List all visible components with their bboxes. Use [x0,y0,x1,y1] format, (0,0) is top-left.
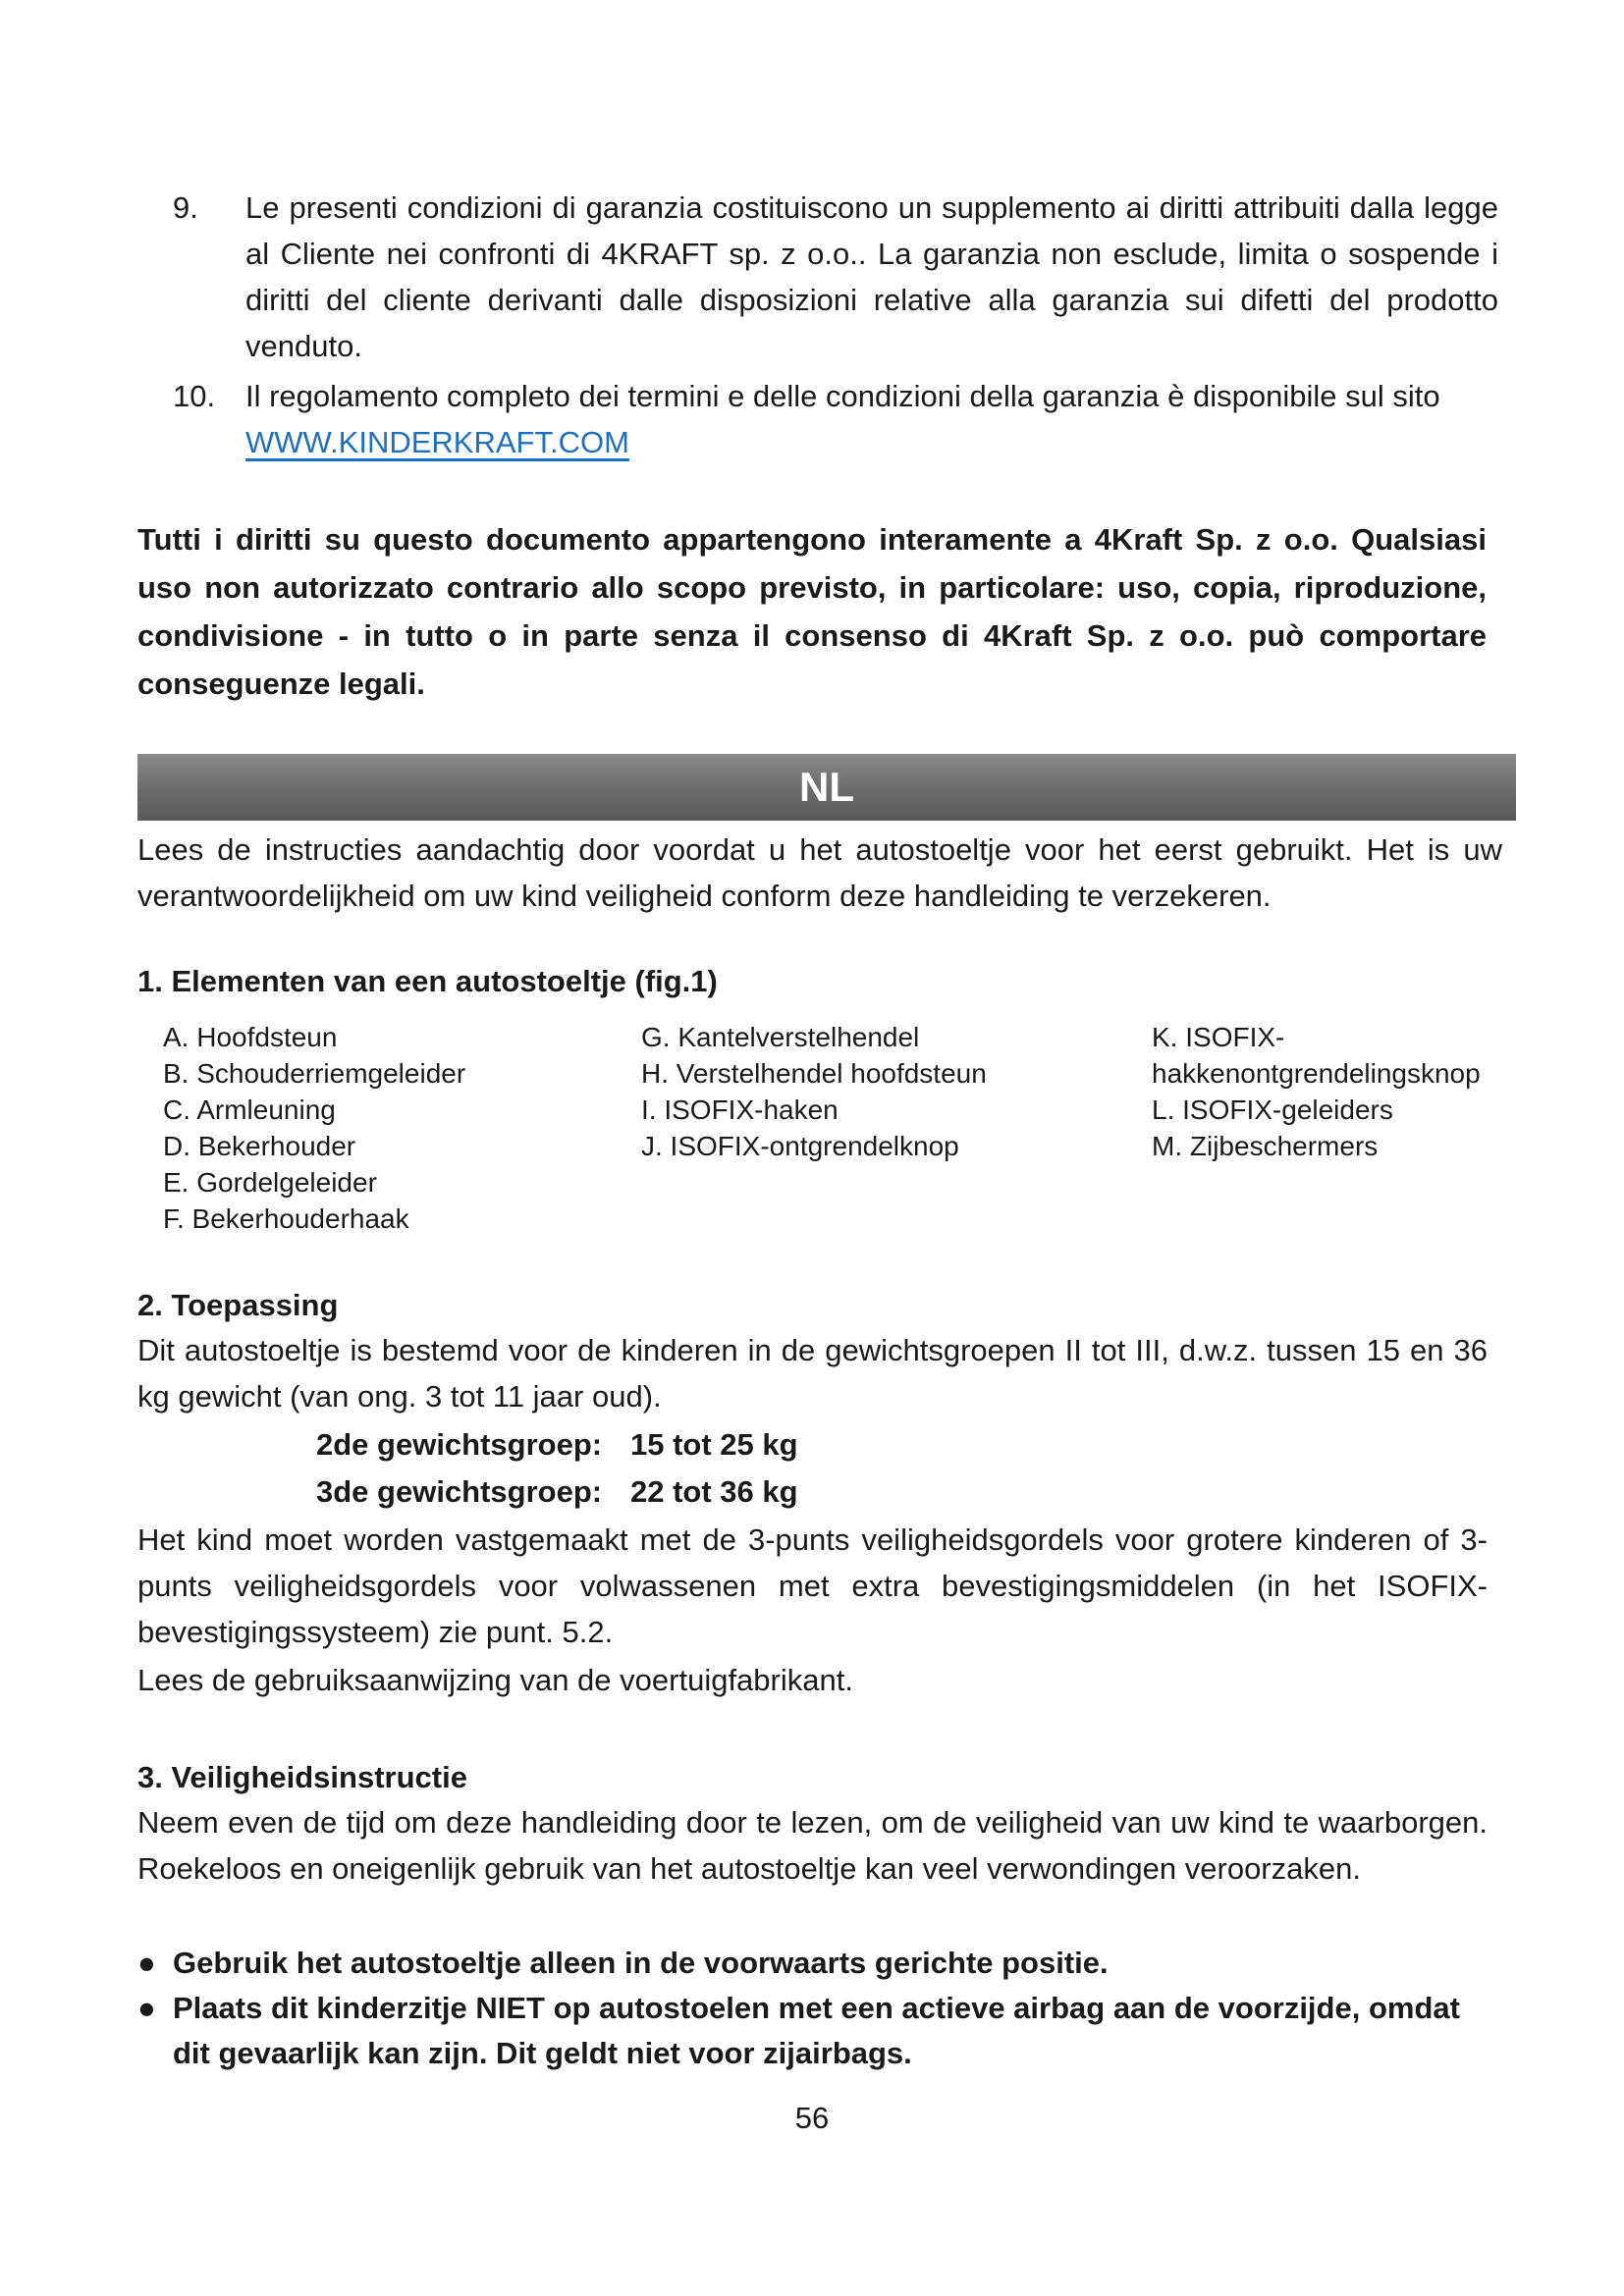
weight-group-value: 22 tot 36 kg [630,1474,798,1509]
intro-paragraph: Lees de instructies aandachtig door voordat u het autostoeltje voor het eerst gebruikt. Het is uw verantwoordelijkheid om uw kind veiligheid conform deze handleiding te verzekeren. [137,832,1502,913]
bullet-icon: ● [137,1991,156,2025]
part-item: K. ISOFIX- [1152,1022,1285,1052]
language-banner: NL [137,754,1516,821]
bullet-text: Gebruik het autostoeltje alleen in de voorwaarts gerichte positie. [173,1946,1109,1980]
kinderkraft-website-link[interactable]: WWW.KINDERKRAFT.COM [245,425,629,459]
weight-group-2 [316,1427,798,1463]
parts-column-2 [641,1019,987,1164]
item-text-container [245,373,1498,465]
weight-group-label: 2de gewichtsgroep: [316,1427,603,1462]
part-item: M. Zijbeschermers [1152,1131,1379,1161]
part-item: G. Kantelverstelhendel [641,1022,920,1052]
safety-bullet-1 [137,1941,1502,1986]
part-item: J. ISOFIX-ontgrendelknop [641,1131,959,1161]
section-3-paragraph: Neem even de tijd om deze handleiding door te lezen, om de veiligheid van uw kind te waarborgen. Roekeloos en oneigenlijk gebruik van het autostoeltje kan veel verwondingen veroorzaken. [137,1805,1488,1886]
weight-group-value: 15 tot 25 kg [630,1427,798,1462]
bullet-icon: ● [137,1946,156,1980]
section-3-title: 3. Veiligheidsinstructie [137,1760,467,1794]
part-item: E. Gordelgeleider [163,1167,377,1198]
section-2-paragraph-3: Lees de gebruiksaanwijzing van de voertuigfabrikant. [137,1663,853,1697]
item-text: Le presenti condizioni di garanzia costituiscono un supplemento ai diritti attribuiti dalla legge al Cliente nei confronti di 4KRAFT sp. z o.o.. La garanzia non esclude, limita o sospende i diritti del cliente derivanti dalle disposizioni relative alla garanzia sui difetti del prodotto venduto. [245,190,1498,363]
weight-group-3 [316,1474,798,1510]
section-1-title: 1. Elementen van een autostoeltje (fig.1) [137,964,718,998]
part-item: A. Hoofdsteun [163,1022,338,1052]
part-item: L. ISOFIX-geleiders [1152,1095,1393,1125]
part-item: I. ISOFIX-haken [641,1095,839,1125]
part-item: hakkenontgrendelingsknop [1152,1058,1481,1089]
parts-column-3 [1152,1019,1481,1164]
item-number: 10. [173,379,216,413]
legal-notice: Tutti i diritti su questo documento appartengono interamente a 4Kraft Sp. z o.o. Qualsiasi uso non autorizzato contrario allo scopo previsto, in particolare: uso, copia, riproduzione, condivisione - in tutto o in parte senza il consenso di 4Kraft Sp. z o.o. può comportare conseguenze legali. [137,522,1487,701]
section-2-paragraph-1: Dit autostoeltje is bestemd voor de kinderen in de gewichtsgroepen II tot III, d.w.z. tussen 15 en 36 kg gewicht (van ong. 3 tot 11 jaar oud). [137,1333,1488,1414]
section-2-paragraph-2: Het kind moet worden vastgemaakt met de 3-punts veiligheidsgordels voor grotere kinderen of 3-punts veiligheidsgordels voor volwassenen met extra bevestigingsmiddelen (in het ISOFIX-bevestigingssysteem) zie punt. 5.2. [137,1522,1488,1649]
section-2-title: 2. Toepassing [137,1288,339,1322]
item-text: Il regolamento completo dei termini e delle condizioni della garanzia è disponibile sul sito [245,379,1440,413]
weight-group-label: 3de gewichtsgroep: [316,1474,603,1509]
item-number: 9. [173,190,198,225]
safety-bullet-2 [137,1986,1502,2076]
warranty-item-9 [173,185,1498,369]
bullet-text: Plaats dit kinderzitje NIET op autostoelen met een actieve airbag aan de voorzijde, omdat dit gevaarlijk kan zijn. Dit geldt niet voor zijairbags. [173,1991,1460,2070]
parts-column-1 [163,1019,465,1237]
page-number: 56 [794,2101,830,2135]
part-item: D. Bekerhouder [163,1131,356,1161]
part-item: H. Verstelhendel hoofdsteun [641,1058,987,1089]
warranty-item-10 [173,373,1498,465]
part-item: B. Schouderriemgeleider [163,1058,466,1089]
part-item: F. Bekerhouderhaak [163,1203,409,1234]
part-item: C. Armleuning [163,1095,336,1125]
